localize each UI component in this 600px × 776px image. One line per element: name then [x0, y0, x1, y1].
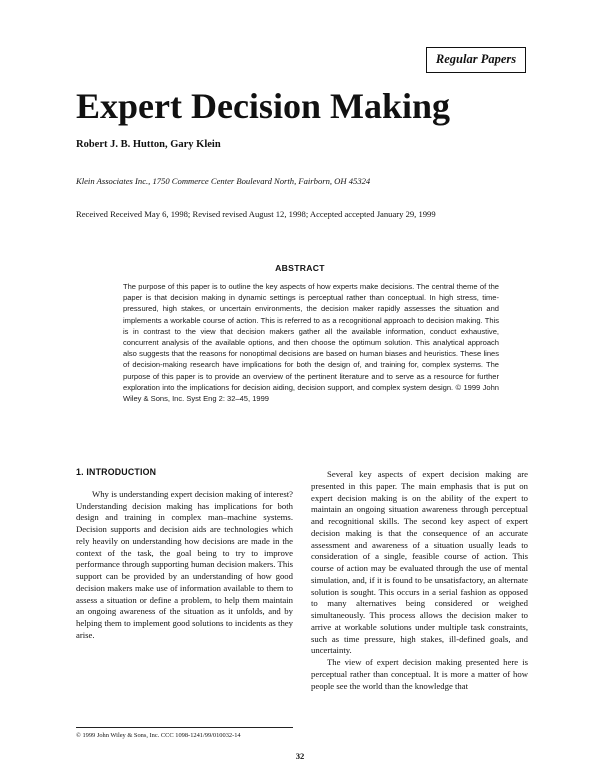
footnote-divider	[76, 727, 293, 728]
authors: Robert J. B. Hutton, Gary Klein	[76, 139, 221, 150]
body-paragraph-2: Several key aspects of expert decision making are presented in this paper. The main emphasis that is put on expert decision making is on the ability of the expert to maintain an ongoing situation awareness through perceptual and recognitional skills. The second key aspect of expert decision making is that the consequence of an accurate assessment and awareness of a situation usually leads to consideration of a single, feasible course of action. This course of action may be evaluated through the use of mental simulation, and, if it is found to be unsatisfactory, an alternate solution is sought. This occurs in a serial fashion as opposed to many alternatives being considered or weighed simultaneously. This process allows the decision maker to arrive at workable solutions under multiple task constraints, such as time pressure, high stakes, ill-defined goals, and uncertainty.	[311, 469, 528, 656]
section-heading: 1. INTRODUCTION	[76, 467, 157, 477]
body-paragraph-1: Why is understanding expert decision making of interest? Understanding decision making has implications for both design and training in complex man–machine systems. Decision supports and decision aids are technologies which rely heavily on understanding how decisions are made in the context of the task, the goal being to try to improve performance through supporting human decision makers. This support can be provided by an understanding of how good decision makers make use of information available to them to assess a situation or define a problem, to help them maintain an ongoing awareness of the situation as it unfolds, and by helping them to implement good solutions to incidents as they arise.	[76, 488, 293, 640]
paper-type-badge: Regular Papers	[426, 47, 526, 73]
right-column	[311, 469, 528, 692]
copyright-footnote: © 1999 John Wiley & Sons, Inc. CCC 1098-1241/99/010032-14	[76, 732, 241, 739]
affiliation: Klein Associates Inc., 1750 Commerce Center Boulevard North, Fairborn, OH 45324	[76, 176, 371, 186]
received-dates: Received Received May 6, 1998; Revised revised August 12, 1998; Accepted accepted January 29, 1999	[76, 209, 436, 219]
abstract-text: The purpose of this paper is to outline the key aspects of how experts make decisions. The central theme of the paper is that decision making in dynamic settings is perceptual rather than conceptual. In high stress, time-pressured, high stakes, or uncertain environments, the decision maker rapidly assesses the situation and implements a workable course of action. This is referred to as a recognitional approach to decision making. This is in contrast to the view that decision makers gather all the available information, conduct exhaustive, concurrent analysis of the available options, and then choose the optimum solution. This analytical approach also suggests that the reasons for nonoptimal decisions are based on human biases and heuristics. These lines of decision-making research have implications for both the design of, and training for, complex systems. The purpose of this paper is to provide an overview of the pertinent literature and to serve as a resource for further exploration into the implications for decision aiding, decision support, and complex system design. © 1999 John Wiley & Sons, Inc. Syst Eng 2: 32–45, 1999	[123, 282, 499, 404]
left-column	[76, 467, 293, 642]
paper-title: Expert Decision Making	[76, 86, 450, 126]
body-paragraph-3: The view of expert decision making presented here is perceptual rather than conceptual. It is more a matter of how people see the world than the knowledge that	[311, 657, 528, 691]
abstract-heading: ABSTRACT	[275, 263, 325, 273]
page-number: 32	[295, 751, 305, 761]
